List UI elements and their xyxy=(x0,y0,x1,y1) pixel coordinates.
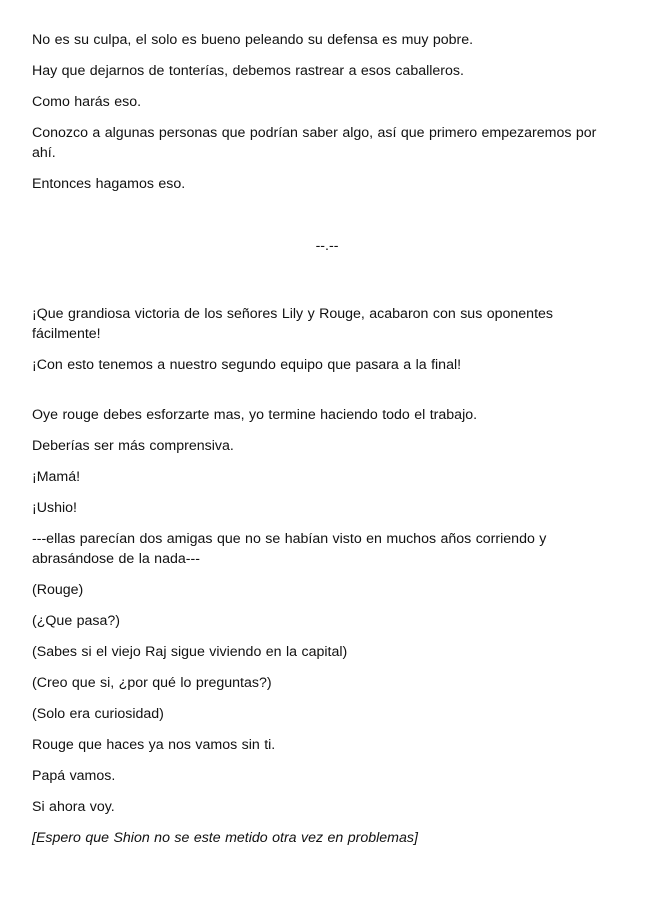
paragraph: Deberías ser más comprensiva. xyxy=(32,438,234,454)
blank-line xyxy=(32,386,622,405)
paragraph: ¡Ushio! xyxy=(32,500,77,516)
inner-thought-paragraph: [Espero que Shion no se este metido otra vez en problemas] xyxy=(32,830,418,846)
paragraph: Hay que dejarnos de tonterías, debemos rastrear a esos caballeros. xyxy=(32,63,464,79)
paragraph: (Solo era curiosidad) xyxy=(32,706,164,722)
paragraph: Como harás eso. xyxy=(32,94,142,110)
paragraph: Papá vamos. xyxy=(32,768,116,784)
document-page xyxy=(32,30,622,859)
paragraph: (Sabes si el viejo Raj sigue viviendo en la capital) xyxy=(32,644,348,660)
paragraph: ¡Con esto tenemos a nuestro segundo equipo que pasara a la final! xyxy=(32,357,462,373)
paragraph: No es su culpa, el solo es bueno peleando su defensa es muy pobre. xyxy=(32,32,474,48)
paragraph: (¿Que pasa?) xyxy=(32,613,121,629)
paragraph: ---ellas parecían dos amigas que no se habían visto en muchos años corriendo y abrasándose de la nada--- xyxy=(32,531,547,567)
paragraph: Oye rouge debes esforzarte mas, yo termine haciendo todo el trabajo. xyxy=(32,407,478,423)
paragraph: (Rouge) xyxy=(32,582,84,598)
paragraph: Rouge que haces ya nos vamos sin ti. xyxy=(32,737,276,753)
paragraph: Si ahora voy. xyxy=(32,799,115,815)
paragraph: ¡Mamá! xyxy=(32,469,81,485)
paragraph: Entonces hagamos eso. xyxy=(32,176,186,192)
paragraph: ¡Que grandiosa victoria de los señores Lily y Rouge, acabaron con sus oponentes fácilmente! xyxy=(32,306,553,342)
scene-separator: --.-- xyxy=(315,238,339,254)
paragraph: (Creo que si, ¿por qué lo preguntas?) xyxy=(32,675,272,691)
paragraph: Conozco a algunas personas que podrían saber algo, así que primero empezaremos por ahí. xyxy=(32,125,597,161)
